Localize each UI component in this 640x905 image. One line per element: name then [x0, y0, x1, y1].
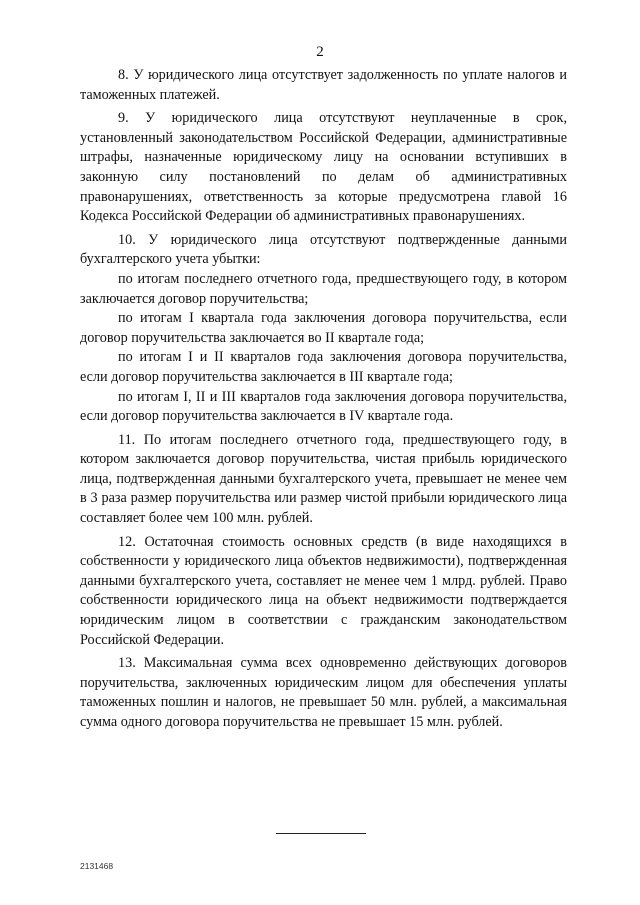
paragraph-10-item-3: по итогам I и II кварталов года заключения договора поручительства, если договор поручительства заключается в III квартале года;: [80, 349, 567, 385]
paragraph-10-item-2: по итогам I квартала года заключения договора поручительства, если договор поручительства заключается во II квартале года;: [80, 310, 567, 346]
paragraph-13: 13. Максимальная сумма всех одновременно действующих договоров поручительства, заключенных юридическим лицом для обеспечения уплаты таможенных пошлин и налогов, не превышает 50 млн. рублей, а максимальная сумма одного договора поручительства не превышает 15 млн. рублей.: [80, 655, 567, 730]
paragraph-8: 8. У юридического лица отсутствует задолженность по уплате налогов и таможенных платежей.: [80, 67, 567, 103]
paragraph-10-item-1: по итогам последнего отчетного года, предшествующего году, в котором заключается договор поручительства;: [80, 270, 567, 307]
paragraph-11: 11. По итогам последнего отчетного года, предшествующего году, в котором заключается договор поручительства, чистая прибыль юридического лица, подтвержденная данными бухгалтерского учета, превышает не менее чем в 3 раза размер поручительства или размер чистой прибыли юридического лица составляет более чем 100 млн. рублей.: [80, 431, 567, 527]
paragraph-10-item-4: по итогам I, II и III кварталов года заключения договора поручительства, если договор поручительства заключается в IV квартале года.: [80, 388, 567, 425]
page-number: 2: [316, 44, 324, 60]
paragraph-10: 10. У юридического лица отсутствуют подтвержденные данными бухгалтерского учета убытки:: [80, 231, 567, 268]
closing-divider: [276, 833, 366, 834]
paragraph-9: 9. У юридического лица отсутствуют неуплаченные в срок, установленный законодательством Российской Федерации, административные штрафы, назначенные юридическому лицу на основании вступивших в законную силу постановлений по делам об административных правонарушениях, ответственность за которые предусмотрена главой 16 Кодекса Российской Федерации об административных правонарушениях.: [80, 110, 567, 225]
paragraph-12: 12. Остаточная стоимость основных средств (в виде находящихся в собственности у юридического лица объектов недвижимости), подтвержденная данными бухгалтерского учета, составляет не менее чем 1 млрд. рублей. Право собственности юридического лица на объект недвижимости подтверждается юридическим лицом в соответствии с гражданским законодательством Российской Федерации.: [80, 533, 567, 648]
document-body: [80, 66, 567, 733]
document-code: 2131468: [80, 861, 114, 871]
